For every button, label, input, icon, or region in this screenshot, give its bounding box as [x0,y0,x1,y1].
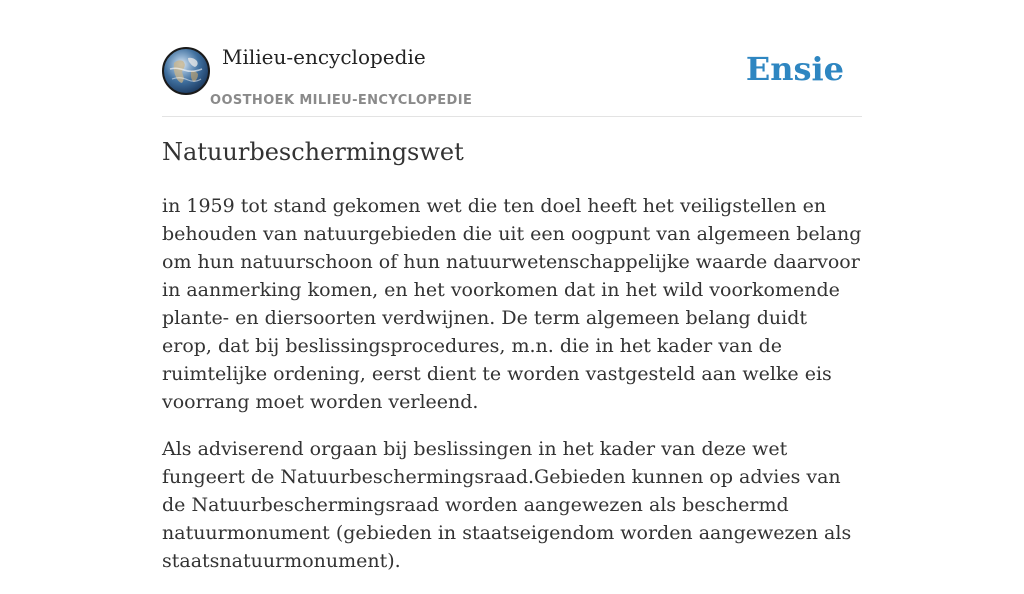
site-subtitle[interactable]: OOSTHOEK MILIEU-ENCYCLOPEDIE [210,93,473,108]
brand-logo[interactable]: Ensie [745,50,844,88]
page-title: Natuurbeschermingswet [162,138,464,166]
article-body [162,192,862,594]
page [162,0,862,572]
site-name[interactable]: Milieu-encyclopedie [222,45,426,69]
site-header [162,0,862,117]
article-paragraph: Als adviserend orgaan bij beslissingen in het kader van deze wet fungeert de Natuurbeschermingsraad.Gebieden kunnen op advies van de Natuurbeschermingsraad worden aangewezen als beschermd natuurmonument (gebieden in staatseigendom worden aangewezen als staatsnatuurmonument). [162,438,852,572]
article-paragraph: in 1959 tot stand gekomen wet die ten doel heeft het veiligstellen en behouden van natuurgebieden die uit een oogpunt van algemeen belang om hun natuurschoon of hun natuurwetenschappelijke waarde daarvoor in aanmerking komen, en het voorkomen dat in het wild voorkomende plante- en diersoorten verdwijnen. De term algemeen belang duidt erop, dat bij beslissingsprocedures, m.n. die in het kader van de ruimtelijke ordening, eerst dient te worden vastgesteld aan welke eis voorrang moet worden verleend. [162,195,862,413]
globe-icon[interactable] [162,47,210,95]
